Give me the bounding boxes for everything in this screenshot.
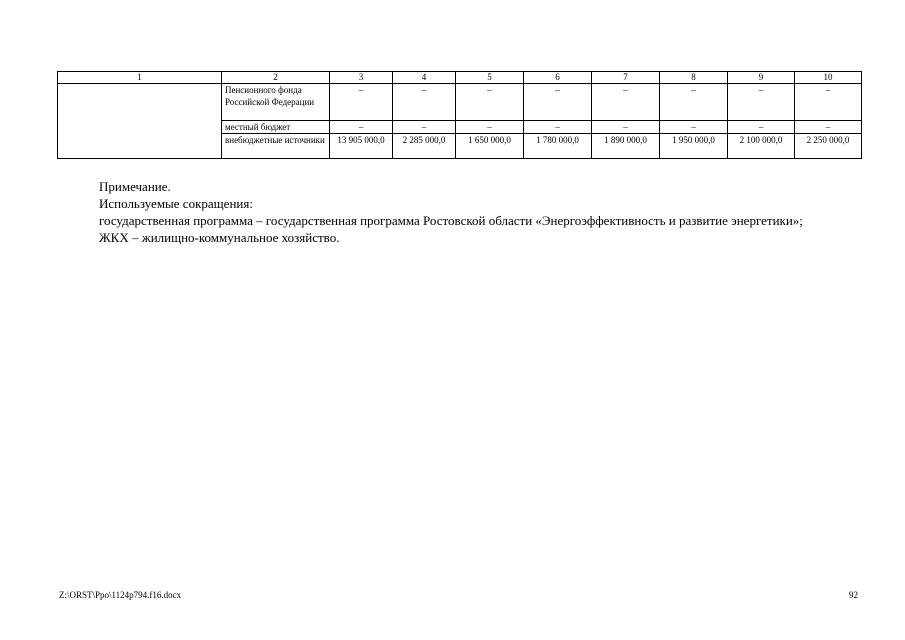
page-number: 92 <box>849 590 858 600</box>
value-cell: – <box>728 121 795 134</box>
source-cell: Пенсионного фонда Российской Федерации <box>222 84 330 121</box>
value-cell: – <box>592 84 660 121</box>
notes-section <box>59 178 859 246</box>
value-cell: – <box>795 121 862 134</box>
value-cell: – <box>330 121 393 134</box>
value-cell: 13 905 000,0 <box>330 134 393 159</box>
note-heading: Примечание. <box>99 179 171 194</box>
merged-empty-cell <box>58 84 222 159</box>
abbreviation-program: государственная программа – государственная программа Ростовской области «Энергоэффективность и развитие энергетики»; <box>99 213 803 228</box>
value-cell: 1 890 000,0 <box>592 134 660 159</box>
value-cell: 2 250 000,0 <box>795 134 862 159</box>
value-cell: – <box>456 121 524 134</box>
abbreviation-zhkh: ЖКХ – жилищно-коммунальное хозяйство. <box>99 230 340 245</box>
value-cell: – <box>393 84 456 121</box>
value-cell: – <box>456 84 524 121</box>
table-header-row <box>58 72 862 84</box>
header-cell: 4 <box>393 72 456 84</box>
header-cell: 5 <box>456 72 524 84</box>
header-cell: 10 <box>795 72 862 84</box>
header-cell: 9 <box>728 72 795 84</box>
value-cell: 2 100 000,0 <box>728 134 795 159</box>
budget-table <box>57 71 862 159</box>
value-cell: – <box>728 84 795 121</box>
source-cell: внебюджетные источники <box>222 134 330 159</box>
value-cell: – <box>660 84 728 121</box>
value-cell: – <box>660 121 728 134</box>
abbreviations-heading: Используемые сокращения: <box>99 196 253 211</box>
source-cell: местный бюджет <box>222 121 330 134</box>
header-cell: 3 <box>330 72 393 84</box>
header-cell: 7 <box>592 72 660 84</box>
value-cell: – <box>524 84 592 121</box>
table-row <box>58 84 862 121</box>
value-cell: – <box>795 84 862 121</box>
value-cell: – <box>592 121 660 134</box>
value-cell: – <box>330 84 393 121</box>
value-cell: 1 650 000,0 <box>456 134 524 159</box>
header-cell: 8 <box>660 72 728 84</box>
value-cell: – <box>524 121 592 134</box>
header-cell: 2 <box>222 72 330 84</box>
value-cell: – <box>393 121 456 134</box>
value-cell: 2 285 000,0 <box>393 134 456 159</box>
file-path: Z:\ORST\Ppo\1124p794.f16.docx <box>59 590 182 600</box>
value-cell: 1 780 000,0 <box>524 134 592 159</box>
header-cell: 1 <box>58 72 222 84</box>
header-cell: 6 <box>524 72 592 84</box>
value-cell: 1 950 000,0 <box>660 134 728 159</box>
